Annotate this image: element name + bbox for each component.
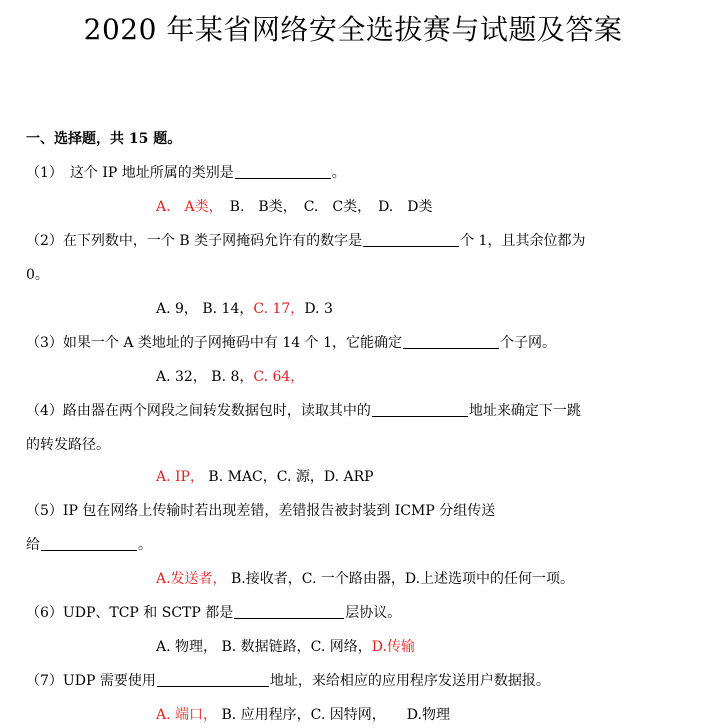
option-others: B.接收者，C. 一个路由器，D.上述选项中的任何一项。 [226,571,575,587]
question-text: 给 [26,537,40,553]
question-7-options [156,706,450,724]
question-6-options [156,638,415,656]
option-correct: A. A类， [156,199,216,215]
question-number: （7） [26,673,63,689]
question-2-options [156,300,333,318]
question-text-end: 层协议。 [345,605,402,621]
option-others: D. 3 [304,301,333,317]
question-text: IP 包在网络上传输时若出现差错，差错报告被封装到 ICMP 分组传送 [62,503,496,519]
answer-blank [235,164,331,179]
question-5-continuation [26,536,152,554]
option-correct: A. 端口， [156,707,218,723]
page-title: 2020 年某省网络安全选拔赛与试题及答案 [83,13,623,46]
question-number: （5） [26,503,63,519]
question-3-options [156,368,304,386]
question-7-stem [26,672,550,690]
option-others: B. 应用程序，C. 因特网， D.物理 [217,707,450,723]
section-heading: 一、选择题，共 15 题。 [26,131,182,147]
question-text: 这个 IP 地址所属的类别是 [55,165,234,181]
option-correct: D.传输 [371,639,415,655]
question-text-end: 地址，来给相应的应用程序发送用户数据报。 [269,673,550,689]
option-correct: A.发送者， [156,571,227,587]
option-others: A. 32， B. 8， [156,369,254,385]
answer-blank [372,402,468,417]
question-6-stem [26,604,401,622]
question-number: （3） [26,335,63,351]
question-text: 在下列数中，一个 B 类子网掩码允许有的数字是 [62,233,363,249]
answer-blank [363,232,459,247]
question-4-options [156,468,374,486]
answer-blank [234,604,344,619]
question-4-stem [26,402,581,420]
question-text: 如果一个 A 类地址的子网掩码中有 14 个 1，它能确定 [62,335,403,351]
question-5-options [156,570,574,588]
question-2-continuation: 0。 [26,267,49,283]
question-2-stem [26,232,585,250]
question-text-end: 地址来确定下一跳 [468,403,581,419]
question-number: （4） [26,403,63,419]
question-4-continuation: 的转发路径。 [26,437,110,453]
question-text: UDP 需要使用 [62,673,156,689]
option-correct: A. IP， [156,469,204,485]
answer-blank [41,536,137,551]
option-others: A. 物理， B. 数据链路，C. 网络， [156,639,372,655]
question-number: （6） [26,605,63,621]
question-text-end: 个 1，且其余位都为 [460,233,586,249]
question-number: （1） [26,165,56,181]
option-correct: C. 64， [253,369,305,385]
question-text-end: 。 [331,165,346,181]
answer-blank [157,672,269,687]
question-1-stem [26,164,346,182]
question-5-stem [26,502,495,520]
question-number: （2） [26,233,63,249]
option-others: B. MAC，C. 源，D. ARP [203,469,374,485]
question-3-stem [26,334,556,352]
question-text: 路由器在两个网段之间转发数据包时，读取其中的 [62,403,371,419]
option-others: B. B类， C. C类， D. D类 [215,199,433,215]
question-text: UDP、TCP 和 SCTP 都是 [62,605,234,621]
question-text-end: 。 [138,537,152,553]
question-1-options [156,198,432,216]
option-correct: C. 17， [253,301,305,317]
question-text-end: 个子网。 [500,335,557,351]
option-others: A. 9， B. 14， [156,301,254,317]
answer-blank [403,334,499,349]
